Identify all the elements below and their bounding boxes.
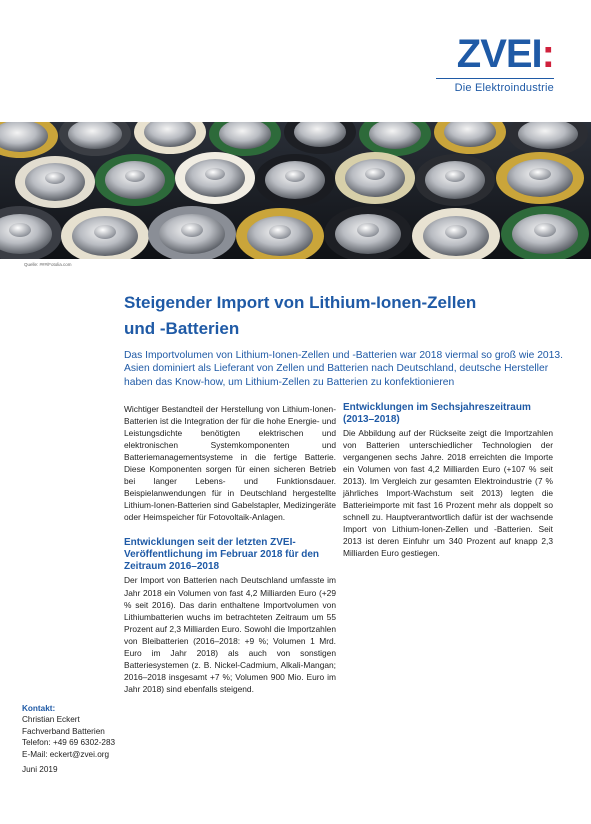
contact-phone: Telefon: +49 69 6302-283	[22, 738, 116, 748]
batteries-illustration	[0, 122, 591, 259]
logo-letters: ZVEI	[456, 32, 542, 76]
title-line-2: und -Batterien	[124, 319, 240, 338]
body-paragraph: Wichtiger Bestandteil der Herstellung von Lithium-Ionen-Batterien ist die Integration der für die hohe Energie- und Leistungsdichte benötigten elektrischen und elektronischen Systemkomponenten und Batteriemanagementsysteme in die fertige Batterie. Diese Komponenten sorgen für einen sicheren Betrieb bei langer Lebens- und Funktionsdauer. Beispielanwendungen für in Deutschland hergestellte Lithium-Ionen-Batterien sind Gabelstapler, Medizingeräte oder Heimspeicher für Fotovoltaik-Anlagen.	[124, 404, 336, 523]
contact-department: Fachverband Batterien	[22, 726, 105, 736]
body-paragraph: Die Abbildung auf der Rückseite zeigt die Importzahlen von Batterien unterschiedlicher Technologien der vergangenen sechs Jahre. 2018 erreichten die Importe ein Volumen von fast 4,2 Milliarden Euro (+107 % seit 2013). Im Vergleich zur gesamten Elektroindustrie (7 % jährliches Import-Wachstum seit 2013) legten die Batterieimporte mit fast 16 Prozent mehr als doppelt so schnell zu. Hauptverantwortlich dafür ist der wachsende Import von Lithium-Ionen-Zellen und -Batterien. Seit 2013 ist deren Einfuhr um 340 Prozent auf knapp 2,3 Milliarden Euro gestiegen.	[343, 428, 553, 559]
body-paragraph: Der Import von Batterien nach Deutschland umfasste im Jahr 2018 ein Volumen von fast 4,2 Milliarden Euro (+29 % seit 2016). Das darin enthaltene Importvolumen von Lithiumbatterien wuchs im betrachteten Zeitraum um 55 Prozent auf 2,3 Milliarden Euro. Sowohl die Importzahlen von Bleibatterien (2016–2018: +9 %; Volumen 1 Mrd. Euro im Jahr 2018) als auch von sonstigen Batteriesystemen (z. B. Nickel-Cadmium, Alkali-Mangan; 2016–2018 insgesamt +7 %; Volumen 900 Mio. Euro im Jahr 2018) sind ebenfalls steigend.	[124, 575, 336, 694]
photo-credit: Quelle: ###/Fotolia.com	[24, 262, 72, 267]
contact-name: Christian Eckert	[22, 715, 80, 725]
zvei-logo	[434, 34, 554, 94]
contact-heading: Kontakt:	[22, 704, 56, 713]
logo-tagline: Die Elektroindustrie	[454, 82, 554, 94]
logo-rule	[436, 78, 554, 79]
article-lead: Das Importvolumen von Lithium-Ionen-Zellen und -Batterien war 2018 viermal so groß wie 2013. Asien dominiert als Lieferant von Zellen und Batterien nach Deutschland, deutsche Hersteller haben das Know-how, um Lithium-Zellen zu Batterien zu konfektionieren	[124, 350, 563, 388]
contact-email: E-Mail: eckert@zvei.org	[22, 749, 110, 759]
title-line-1: Steigender Import von Lithium-Ionen-Zellen	[124, 293, 477, 312]
column-left	[124, 403, 336, 695]
section-heading: Entwicklungen seit der letzten ZVEI-Veröffentlichung im Februar 2018 für den Zeitraum 2016–2018	[124, 537, 320, 573]
article-title	[124, 290, 564, 342]
batteries-photo	[0, 122, 591, 259]
section-heading: Entwicklungen im Sechsjahreszeitraum (2013–2018)	[343, 402, 531, 425]
logo-colon: :	[541, 32, 554, 76]
logo-wordmark	[434, 34, 554, 74]
column-right	[343, 402, 553, 560]
publication-date: Juni 2019	[22, 765, 58, 775]
contact-block	[22, 703, 122, 775]
